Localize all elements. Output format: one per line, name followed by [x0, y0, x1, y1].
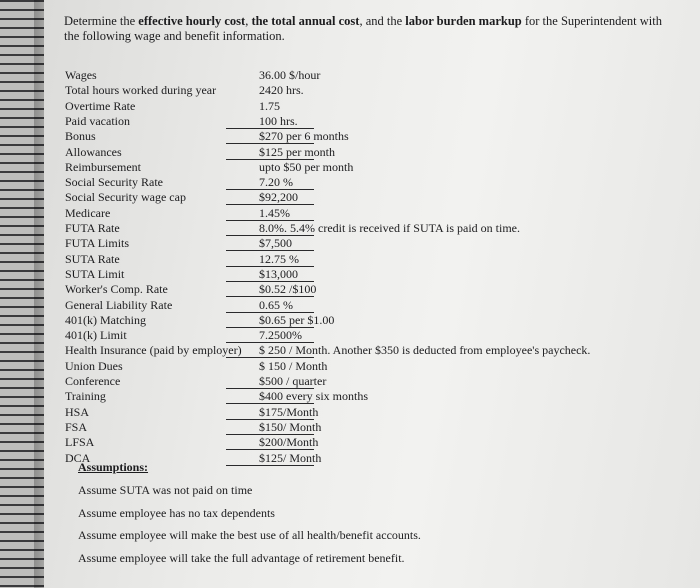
table-row [44, 236, 700, 251]
row-label: Paid vacation [65, 113, 130, 128]
row-label: FUTA Rate [65, 221, 120, 235]
document-page [44, 0, 700, 588]
row-value: 12.75 % [259, 251, 299, 266]
row-value: $0.52 /$100 [259, 282, 317, 297]
row-label: General Liability Rate [65, 297, 173, 312]
row-label: Allowances [65, 144, 122, 159]
row-value: 8.0%. 5.4% credit is received if SUTA is paid on time. [259, 221, 520, 235]
table-row [44, 374, 700, 389]
row-value: $400 every six months [259, 389, 368, 404]
table-row [44, 405, 700, 420]
row-label: HSA [65, 404, 90, 419]
row-value: $125 per month [259, 144, 335, 159]
row-value: $500 / quarter [259, 374, 327, 388]
assumption-item: Assume employee will take the full advantage of retirement benefit. [78, 550, 405, 565]
table-row [44, 313, 700, 328]
row-label: Conference [65, 374, 121, 388]
table-row [44, 267, 700, 282]
row-value: 1.45% [259, 205, 290, 220]
table-row [44, 190, 700, 205]
table-row [44, 328, 700, 343]
row-label: DCA [65, 450, 91, 465]
row-label: FUTA Limits [65, 236, 130, 251]
table-row [44, 359, 700, 374]
row-label: 401(k) Matching [65, 312, 146, 327]
intro-text-4: for the Superintendent with the following wage and benefit information. [64, 14, 662, 43]
row-label: Wages [65, 68, 97, 82]
table-row [44, 221, 700, 236]
row-value: 36.00 $/hour [259, 68, 321, 82]
row-value: 7.2500% [259, 328, 302, 343]
table-row [44, 83, 700, 98]
row-value: 7.20 % [259, 175, 293, 190]
table-row [44, 160, 700, 175]
row-value: $200/Month [259, 435, 319, 450]
assumption-item: Assume employee will make the best use of all health/benefit accounts. [78, 528, 421, 542]
table-row [44, 389, 700, 404]
table-row [44, 343, 700, 358]
table-row [44, 282, 700, 297]
row-label: Social Security wage cap [65, 190, 186, 205]
intro-bold-2: the total annual cost [251, 14, 360, 28]
row-label: 401(k) Limit [65, 328, 127, 343]
table-row [44, 420, 700, 435]
row-value: 1.75 [259, 98, 280, 113]
table-row [44, 114, 700, 129]
table-row [44, 99, 700, 114]
row-value: 2420 hrs. [259, 83, 304, 98]
row-value: $270 per 6 months [259, 129, 349, 144]
table-row [44, 298, 700, 313]
row-value: $ 150 / Month [259, 358, 328, 373]
row-label: Worker's Comp. Rate [65, 282, 168, 297]
row-label: Medicare [65, 205, 111, 220]
row-value: $7,500 [259, 236, 292, 251]
table-row [44, 129, 700, 144]
row-value: 0.65 % [259, 297, 293, 312]
table-row [44, 145, 700, 160]
row-label: FSA [65, 419, 88, 434]
row-label: Union Dues [65, 358, 123, 373]
row-value: $175/Month [259, 404, 319, 419]
row-value: $13,000 [259, 266, 298, 281]
assumption-item: Assume employee has no tax dependents [78, 505, 275, 520]
row-label: Training [65, 389, 106, 404]
row-value: $125/ Month [259, 450, 322, 465]
intro-text-3: , and the [359, 14, 406, 28]
row-value: $ 250 / Month. Another $350 is deducted from employee's paycheck. [259, 343, 591, 358]
row-label: LFSA [65, 435, 95, 450]
row-label: Social Security Rate [65, 175, 163, 190]
row-label: Overtime Rate [65, 98, 136, 113]
row-value: $150/ Month [259, 419, 322, 434]
row-value: $0.65 per $1.00 [259, 312, 335, 327]
assumption-item: Assume SUTA was not paid on time [78, 483, 253, 497]
row-label: Reimbursement [65, 159, 141, 174]
row-value: upto $50 per month [259, 159, 354, 174]
table-row [44, 206, 700, 221]
assumptions-title: Assumptions: [78, 460, 149, 474]
table-row [44, 252, 700, 267]
intro-text-2: , [245, 14, 252, 28]
intro-bold-1: effective hourly cost [138, 14, 246, 28]
row-label: Total hours worked during year [65, 83, 217, 98]
row-value: 100 hrs. [259, 113, 298, 128]
row-label: SUTA Limit [65, 266, 125, 281]
intro-bold-3: labor burden markup [405, 14, 522, 28]
row-label: Bonus [65, 129, 96, 144]
table-row [44, 68, 700, 83]
table-row [44, 175, 700, 190]
table-row [44, 435, 700, 450]
row-value: $92,200 [259, 190, 298, 205]
row-label: SUTA Rate [65, 251, 120, 266]
problem-statement [64, 14, 676, 44]
row-label: Health Insurance (paid by employer) [65, 343, 242, 358]
intro-text-1: Determine the [64, 14, 139, 28]
